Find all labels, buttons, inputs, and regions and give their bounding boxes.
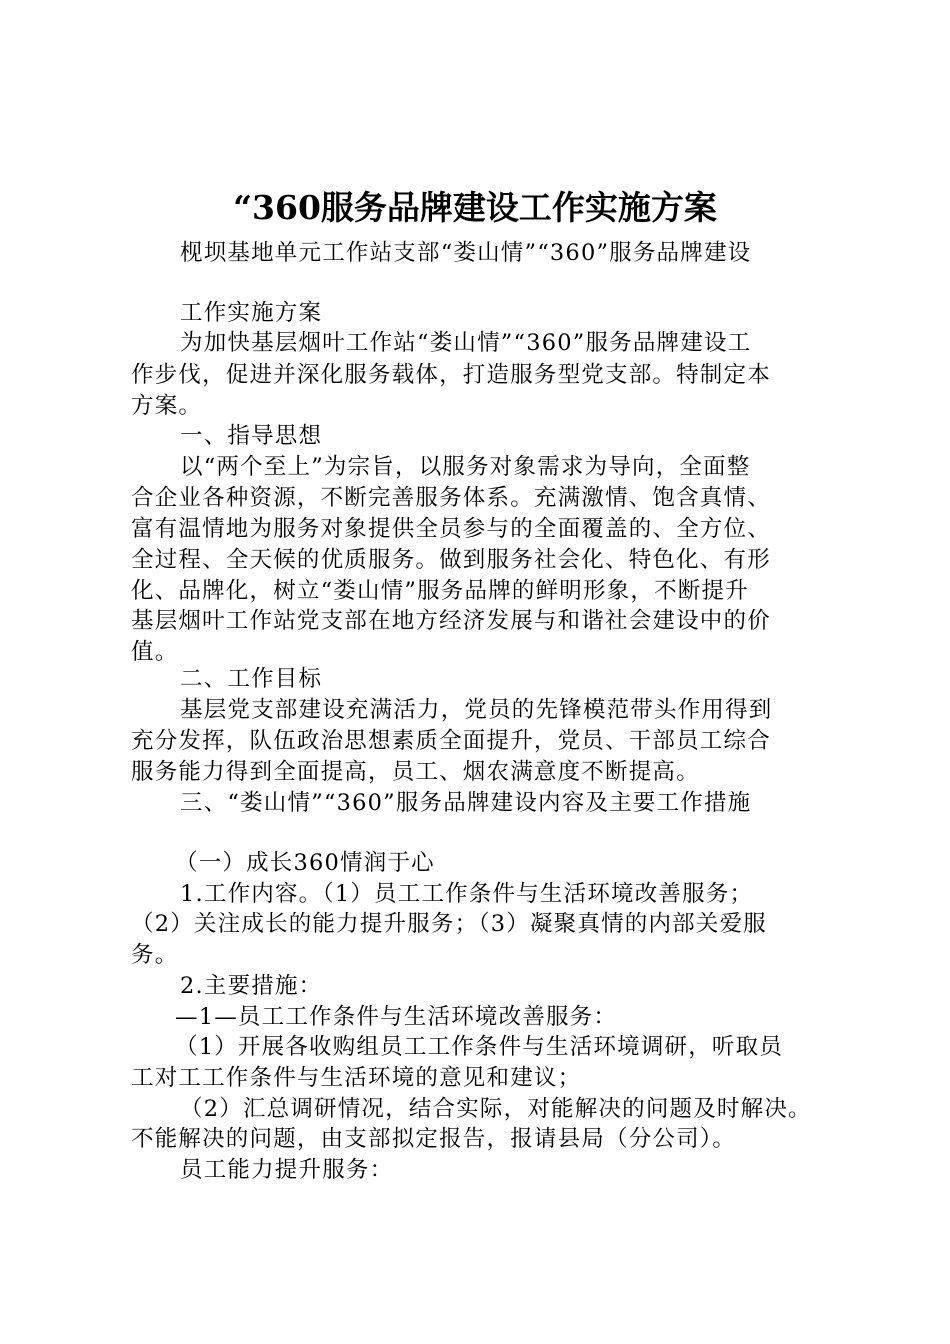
paragraph-line: 值。 bbox=[131, 639, 179, 665]
paragraph-line: 方案。 bbox=[131, 393, 203, 419]
paragraph-line: 化、品牌化，树立“娄山情”服务品牌的鲜明形象，不断提升 bbox=[131, 578, 749, 604]
paragraph-line: （2）关注成长的能力提升服务；（3）凝聚真情的内部关爱服 bbox=[131, 911, 767, 937]
paragraph-line: 不能解决的问题，由支部拟定报告，报请县局（分公司）。 bbox=[131, 1126, 736, 1152]
paragraph-line: 务。 bbox=[131, 942, 179, 968]
paragraph-line: 以“两个至上”为宗旨，以服务对象需求为导向，全面整 bbox=[180, 454, 751, 480]
paragraph-line: （1）开展各收购组员工工作条件与生活环境调研，听取员 bbox=[175, 1034, 784, 1060]
paragraph-line: 工对工工作条件与生活环境的意见和建议； bbox=[131, 1065, 582, 1091]
section-heading: 三、“娄山情”“360”服务品牌建设内容及主要工作措施 bbox=[180, 790, 752, 816]
section-heading: 一、指导思想 bbox=[180, 423, 323, 449]
document-title: “360服务品牌建设工作实施方案 bbox=[233, 188, 717, 227]
paragraph-line: 富有温情地为服务对象提供全员参与的全面覆盖的、全方位、 bbox=[131, 516, 771, 542]
paragraph-line: 员工能力提升服务： bbox=[180, 1157, 394, 1183]
subsection-heading: （一）成长360情润于心 bbox=[175, 850, 435, 876]
paragraph-line: 2.主要措施： bbox=[180, 973, 323, 999]
paragraph-line: 合企业各种资源，不断完善服务体系。充满激情、饱含真情、 bbox=[131, 485, 771, 511]
section-heading: 二、工作目标 bbox=[180, 666, 323, 692]
subtitle-line-2: 工作实施方案 bbox=[180, 300, 323, 326]
paragraph-line: 基层烟叶工作站党支部在地方经济发展与和谐社会建设中的价 bbox=[131, 608, 771, 634]
paragraph-line: （2）汇总调研情况，结合实际，对能解决的问题及时解决。 bbox=[180, 1096, 812, 1122]
paragraph-line: 服务能力得到全面提高，员工、烟农满意度不断提高。 bbox=[131, 759, 700, 785]
paragraph-line: 1.工作内容。（1）员工工作条件与生活环境改善服务； bbox=[180, 881, 754, 907]
paragraph-line: 为加快基层烟叶工作站“娄山情”“360”服务品牌建设工 bbox=[180, 330, 752, 356]
paragraph-line: —1—员工工作条件与生活环境改善服务： bbox=[175, 1004, 618, 1030]
paragraph-line: 全过程、全天候的优质服务。做到服务社会化、特色化、有形 bbox=[131, 547, 771, 573]
paragraph-line: 充分发挥，队伍政治思想素质全面提升，党员、干部员工综合 bbox=[131, 728, 771, 754]
subtitle-line-1: 枧坝基地单元工作站支部“娄山情”“360”服务品牌建设 bbox=[180, 240, 752, 266]
paragraph-line: 基层党支部建设充满活力，党员的先锋模范带头作用得到 bbox=[180, 697, 773, 723]
paragraph-line: 作步伐，促进并深化服务载体，打造服务型党支部。特制定本 bbox=[131, 362, 771, 388]
